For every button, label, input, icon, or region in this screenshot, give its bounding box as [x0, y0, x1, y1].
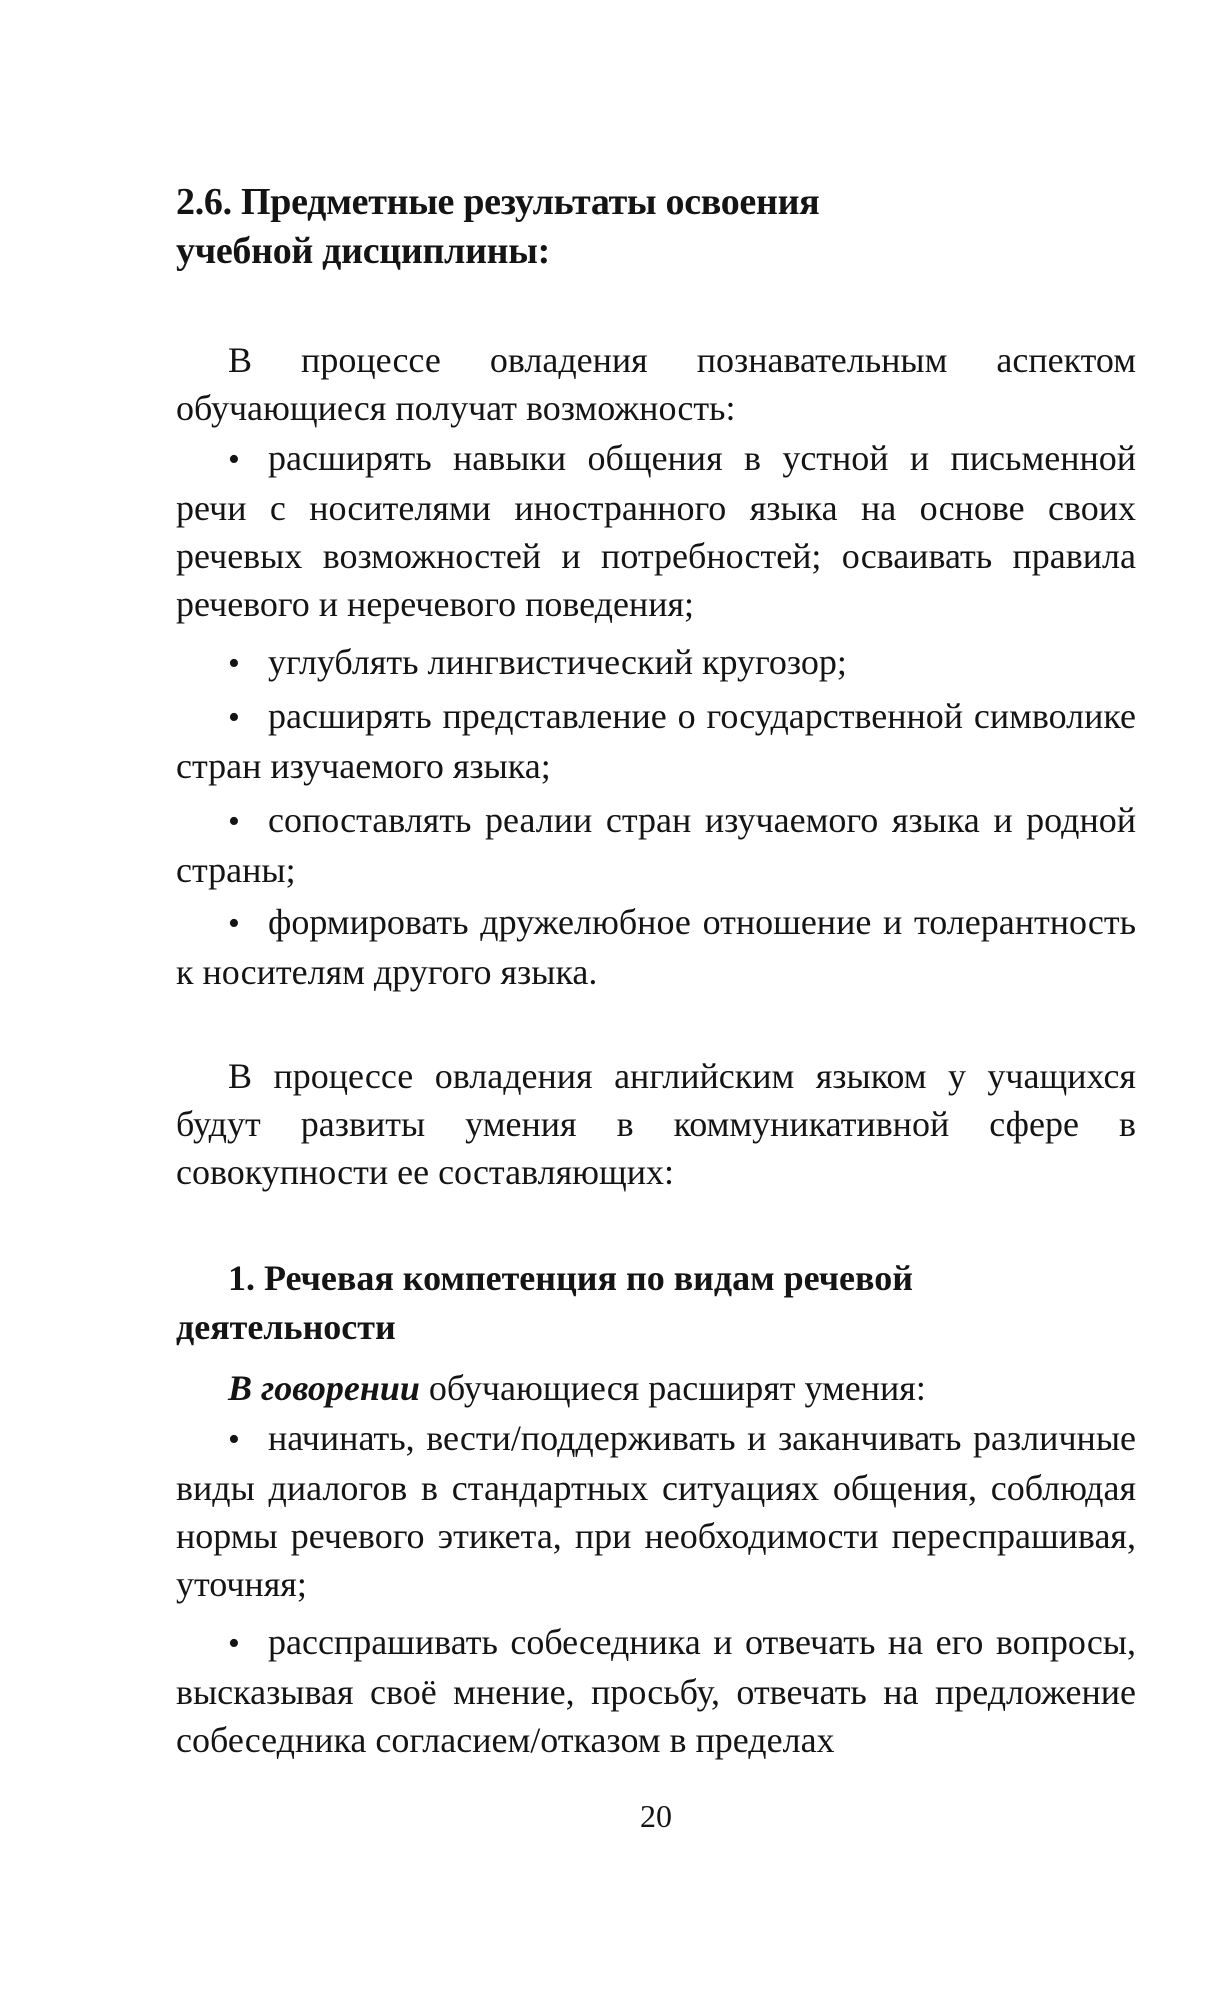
bullet-icon: •: [228, 1625, 240, 1662]
book-page: [176, 0, 1136, 2000]
list-item: [176, 434, 1136, 628]
list-item: [176, 1414, 1136, 1608]
bullet-icon: •: [228, 645, 240, 682]
list-item-text: сопоставлять реалии стран изучаемого языка и родной страны;: [176, 800, 1136, 890]
speaking-lead: В говорении: [228, 1368, 420, 1408]
subsection-title: 1. Речевая компетенция по видам речевой деятельности: [176, 1258, 913, 1347]
list-item-text: углублять лингвистический кругозор;: [268, 642, 847, 682]
bullet-icon: •: [228, 699, 240, 736]
bullet-icon: •: [228, 441, 240, 478]
section-title-line-1: 2.6. Предметные результаты освоения: [176, 181, 820, 223]
bullet-icon: •: [228, 803, 240, 840]
bullet-icon: •: [228, 1421, 240, 1458]
speaking-rest: обучающиеся расширят умения:: [419, 1368, 926, 1408]
list-item-text: расширять навыки общения в устной и письменной речи с носителями иностранного языка на основе своих речевых возможностей и потребностей; осваивать правила речевого и неречевого поведения;: [176, 438, 1136, 624]
list-item-text: начинать, вести/поддерживать и заканчивать различные виды диалогов в стандартных ситуациях общения, соблюдая нормы речевого этикета, при необходимости переспрашивая, уточняя;: [176, 1418, 1136, 1604]
list-item-text: формировать дружелюбное отношение и толерантность к носителям другого языка.: [176, 902, 1136, 992]
list-item-text: расширять представление о государственной символике стран изучаемого языка;: [176, 696, 1136, 786]
list-item-text: расспрашивать собеседника и отвечать на его вопросы, высказывая своё мнение, просьбу, отвечать на предложение собеседника согласием/отказом в пределах: [176, 1622, 1136, 1760]
list-item: [176, 692, 1136, 790]
section-title-line-2: учебной дисциплины:: [176, 230, 550, 272]
speaking-paragraph: [176, 1364, 1136, 1412]
bullet-icon: •: [228, 905, 240, 942]
page-number: 20: [640, 1798, 672, 1834]
intro-paragraph: В процессе овладения познавательным аспектом обучающиеся получат возможность:: [176, 340, 1136, 428]
section-title: [176, 178, 1136, 276]
list-item: [176, 638, 1136, 688]
list-item: [176, 1618, 1136, 1764]
list-item: [176, 898, 1136, 996]
list-item: [176, 796, 1136, 894]
competence-paragraph: В процессе овладения английским языком у учащихся будут развиты умения в коммуникативной сфере в совокупности ее составляющих:: [176, 1056, 1136, 1192]
